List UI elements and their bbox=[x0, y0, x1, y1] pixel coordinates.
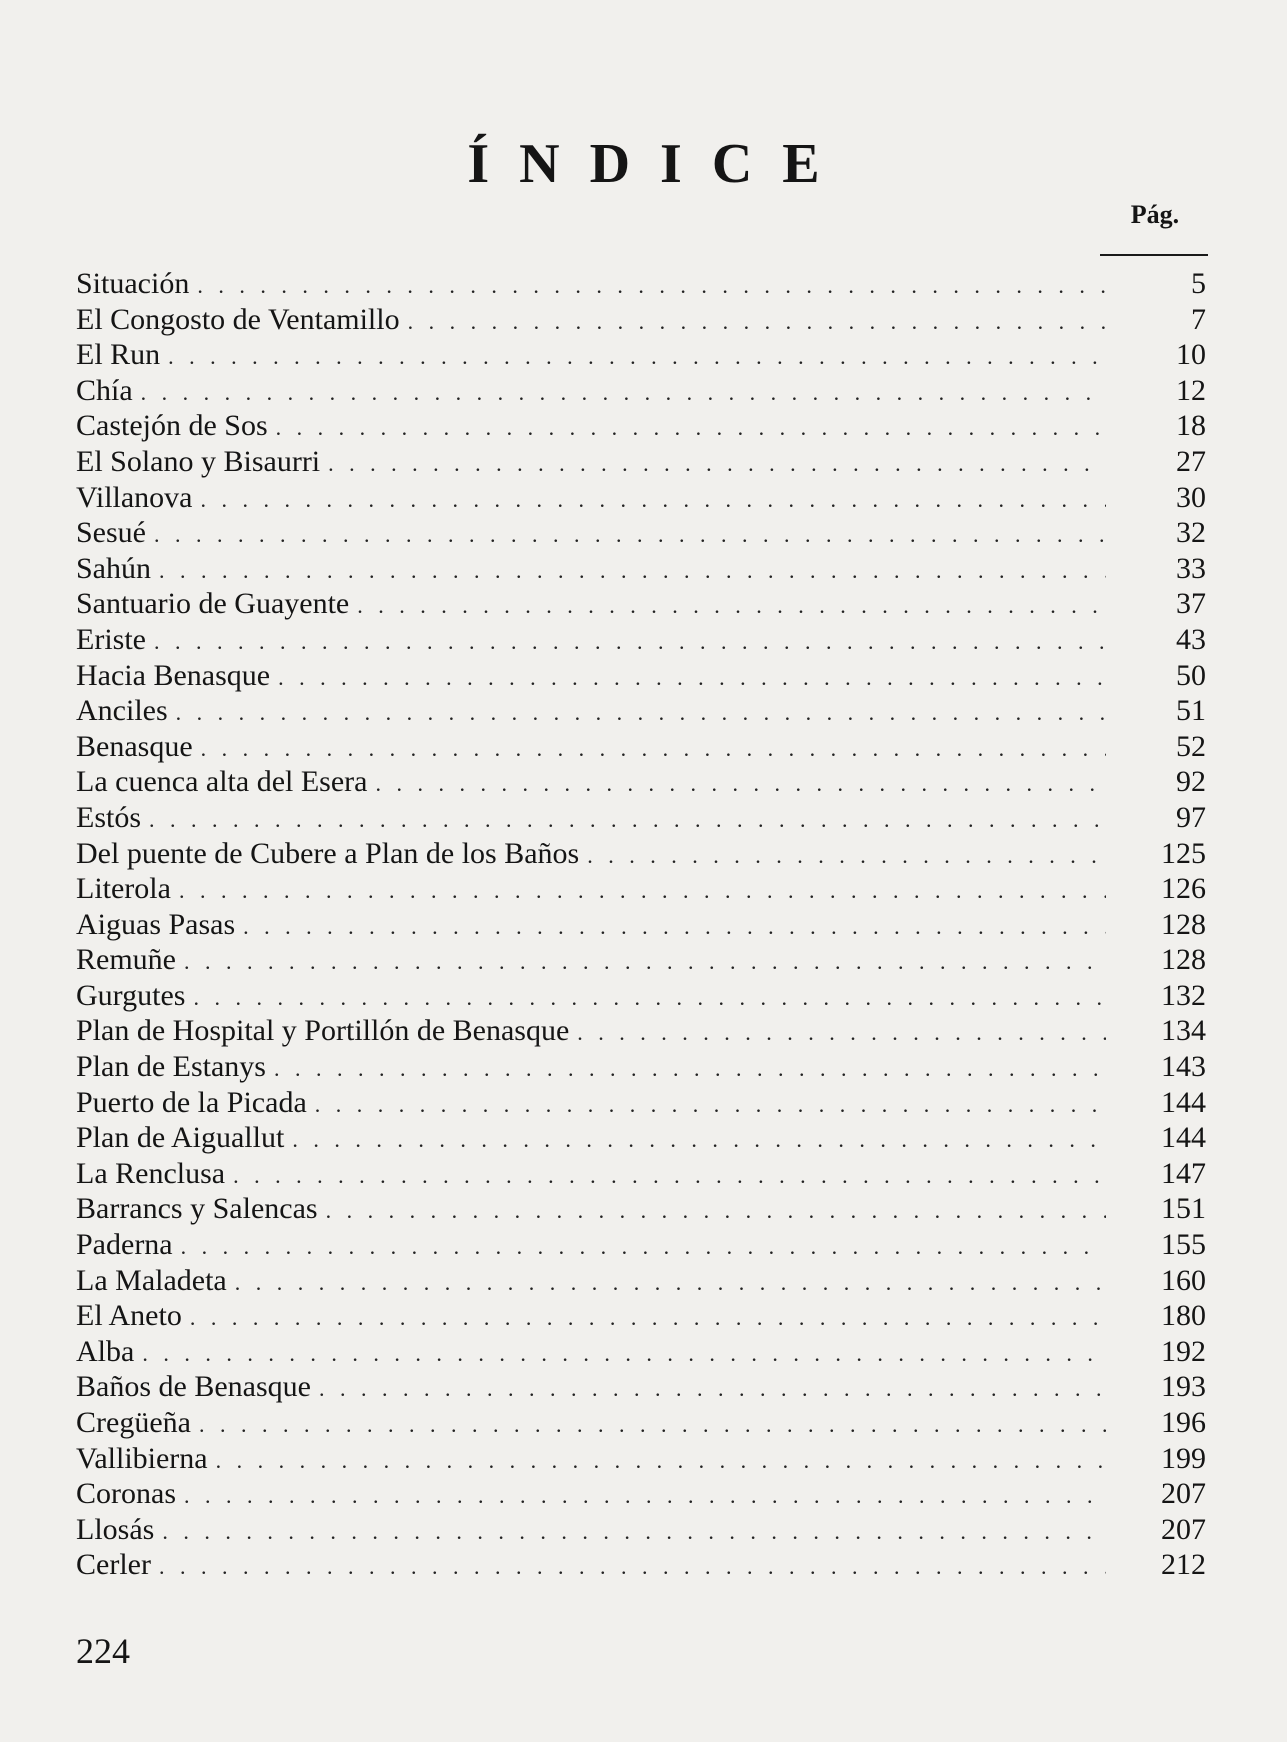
toc-entry bbox=[76, 408, 1206, 444]
toc-entry bbox=[76, 907, 1206, 943]
toc-entry-page: 196 bbox=[1161, 1406, 1206, 1439]
toc-entry bbox=[76, 302, 1206, 338]
toc-entry-page: 37 bbox=[1176, 587, 1206, 621]
toc-entry bbox=[76, 1120, 1206, 1156]
dot-leader bbox=[587, 838, 1106, 874]
dot-leader bbox=[243, 909, 1106, 945]
dot-leader bbox=[190, 1300, 1106, 1336]
toc-entry-label: Sahún bbox=[76, 551, 151, 585]
toc-entry-label: El Congosto de Ventamillo bbox=[76, 302, 400, 336]
toc-entry bbox=[76, 444, 1206, 480]
toc-entry bbox=[76, 658, 1206, 694]
toc-entry-label: Gurgutes bbox=[76, 978, 186, 1012]
toc-entry-label: Literola bbox=[76, 872, 171, 906]
dot-leader bbox=[154, 517, 1106, 553]
dot-leader bbox=[235, 1265, 1106, 1301]
dot-leader bbox=[216, 1443, 1106, 1479]
dot-leader bbox=[577, 1015, 1106, 1051]
toc-entry bbox=[76, 1441, 1206, 1477]
page-column-rule bbox=[1100, 254, 1208, 256]
dot-leader bbox=[193, 980, 1106, 1016]
toc-entry-page: 134 bbox=[1161, 1014, 1206, 1048]
toc-entry bbox=[76, 1369, 1206, 1405]
toc-entry-page: 52 bbox=[1176, 729, 1206, 763]
toc-entry-page: 180 bbox=[1161, 1299, 1206, 1333]
dot-leader bbox=[181, 1229, 1106, 1265]
toc-entry-page: 92 bbox=[1176, 765, 1206, 799]
toc-entry-page: 5 bbox=[1191, 267, 1206, 300]
toc-entry-label: Sesué bbox=[76, 516, 146, 550]
toc-entry bbox=[76, 1298, 1206, 1334]
toc-entry-page: 43 bbox=[1176, 622, 1206, 656]
dot-leader bbox=[162, 1514, 1106, 1550]
toc-entry-page: 128 bbox=[1161, 907, 1206, 941]
toc-entry bbox=[76, 693, 1206, 729]
page-column-header: Pág. bbox=[1130, 200, 1180, 229]
toc-entry bbox=[76, 373, 1206, 409]
toc-entry-page: 128 bbox=[1161, 943, 1206, 977]
dot-leader bbox=[159, 553, 1106, 589]
toc-entry bbox=[76, 586, 1206, 622]
toc-entry-label: Santuario de Guayente bbox=[76, 587, 350, 621]
toc-entry-label: Plan de Aiguallut bbox=[76, 1121, 285, 1155]
dot-leader bbox=[199, 1407, 1106, 1443]
toc-entry bbox=[76, 729, 1206, 765]
toc-entry-page: 30 bbox=[1176, 480, 1206, 514]
dot-leader bbox=[233, 1158, 1106, 1194]
table-of-contents bbox=[76, 266, 1206, 1583]
toc-entry-label: Llosás bbox=[76, 1512, 155, 1546]
toc-entry-label: Baños de Benasque bbox=[76, 1370, 311, 1404]
toc-entry-label: Plan de Estanys bbox=[76, 1050, 266, 1084]
dot-leader bbox=[326, 1193, 1106, 1229]
toc-entry-page: 126 bbox=[1161, 872, 1206, 906]
toc-entry-label: Cerler bbox=[76, 1548, 151, 1582]
toc-entry bbox=[76, 978, 1206, 1014]
toc-entry bbox=[76, 1512, 1206, 1548]
toc-entry-page: 199 bbox=[1161, 1441, 1206, 1475]
toc-entry-page: 192 bbox=[1161, 1334, 1206, 1368]
toc-entry-label: Vallibierna bbox=[76, 1441, 208, 1475]
dot-leader bbox=[278, 660, 1106, 696]
toc-entry bbox=[76, 266, 1206, 302]
dot-leader bbox=[168, 339, 1106, 375]
toc-entry-page: 125 bbox=[1161, 836, 1206, 870]
toc-entry-label: Coronas bbox=[76, 1477, 176, 1511]
toc-entry-label: Plan de Hospital y Portillón de Benasque bbox=[76, 1014, 570, 1048]
toc-entry-page: 147 bbox=[1161, 1156, 1206, 1190]
toc-entry-page: 212 bbox=[1161, 1548, 1206, 1582]
toc-entry-label: Castejón de Sos bbox=[76, 409, 268, 443]
toc-entry-page: 33 bbox=[1176, 551, 1206, 585]
toc-entry-label: Barrancs y Salencas bbox=[76, 1192, 318, 1226]
toc-entry-label: Aiguas Pasas bbox=[76, 907, 236, 941]
dot-leader bbox=[149, 802, 1106, 838]
dot-leader bbox=[274, 1051, 1106, 1087]
toc-entry-label: Estós bbox=[76, 800, 142, 834]
toc-entry bbox=[76, 942, 1206, 978]
toc-entry-page: 132 bbox=[1161, 978, 1206, 1012]
dot-leader bbox=[201, 731, 1106, 767]
page-title: ÍNDICE bbox=[467, 132, 850, 195]
toc-entry bbox=[76, 480, 1206, 516]
toc-entry-label: Del puente de Cubere a Plan de los Baños bbox=[76, 836, 580, 870]
toc-entry-label: La Maladeta bbox=[76, 1263, 227, 1297]
toc-entry bbox=[76, 515, 1206, 551]
toc-entry-page: 207 bbox=[1161, 1512, 1206, 1546]
toc-entry-page: 144 bbox=[1161, 1121, 1206, 1155]
dot-leader bbox=[179, 873, 1106, 909]
toc-entry bbox=[76, 1156, 1206, 1192]
toc-entry bbox=[76, 1547, 1206, 1583]
toc-entry-label: Chía bbox=[76, 373, 133, 407]
toc-entry-label: Puerto de la Picada bbox=[76, 1085, 307, 1119]
toc-entry-page: 151 bbox=[1161, 1192, 1206, 1226]
toc-entry-page: 143 bbox=[1161, 1050, 1206, 1084]
toc-entry-page: 144 bbox=[1161, 1085, 1206, 1119]
dot-leader bbox=[328, 446, 1106, 482]
toc-entry-page: 10 bbox=[1176, 338, 1206, 372]
toc-entry-page: 160 bbox=[1161, 1263, 1206, 1297]
dot-leader bbox=[141, 375, 1106, 411]
toc-entry-label: Situación bbox=[76, 267, 190, 300]
dot-leader bbox=[292, 1122, 1106, 1158]
toc-entry bbox=[76, 1334, 1206, 1370]
dot-leader bbox=[315, 1087, 1106, 1123]
page-number: 224 bbox=[76, 1631, 130, 1671]
toc-entry bbox=[76, 1013, 1206, 1049]
toc-entry bbox=[76, 764, 1206, 800]
toc-entry bbox=[76, 1049, 1206, 1085]
dot-leader bbox=[142, 1336, 1106, 1372]
toc-entry-label: Alba bbox=[76, 1334, 135, 1368]
dot-leader bbox=[357, 588, 1106, 624]
dot-leader bbox=[276, 410, 1106, 446]
toc-entry-page: 18 bbox=[1176, 409, 1206, 443]
toc-entry-label: Hacia Benasque bbox=[76, 658, 271, 692]
dot-leader bbox=[197, 268, 1106, 304]
toc-entry-page: 155 bbox=[1161, 1228, 1206, 1262]
toc-entry bbox=[76, 836, 1206, 872]
toc-entry bbox=[76, 551, 1206, 587]
dot-leader bbox=[319, 1371, 1106, 1407]
toc-entry-page: 32 bbox=[1176, 516, 1206, 550]
toc-entry-page: 27 bbox=[1176, 444, 1206, 478]
toc-entry bbox=[76, 1085, 1206, 1121]
toc-entry-label: La cuenca alta del Esera bbox=[76, 765, 368, 799]
toc-entry-label: Benasque bbox=[76, 729, 193, 763]
toc-entry bbox=[76, 337, 1206, 373]
toc-entry-label: El Solano y Bisaurri bbox=[76, 444, 321, 478]
toc-entry-label: Remuñe bbox=[76, 943, 176, 977]
toc-entry-page: 193 bbox=[1161, 1370, 1206, 1404]
toc-entry bbox=[76, 1476, 1206, 1512]
dot-leader bbox=[408, 304, 1106, 340]
toc-entry bbox=[76, 1227, 1206, 1263]
dot-leader bbox=[159, 1549, 1106, 1585]
dot-leader bbox=[176, 695, 1106, 731]
toc-entry bbox=[76, 800, 1206, 836]
toc-entry-page: 12 bbox=[1176, 373, 1206, 407]
toc-entry-page: 50 bbox=[1176, 658, 1206, 692]
toc-entry-page: 97 bbox=[1176, 800, 1206, 834]
toc-entry bbox=[76, 1263, 1206, 1299]
dot-leader bbox=[184, 944, 1106, 980]
dot-leader bbox=[154, 624, 1106, 660]
toc-entry-label: La Renclusa bbox=[76, 1156, 226, 1190]
toc-entry bbox=[76, 1405, 1206, 1441]
toc-entry-label: El Aneto bbox=[76, 1299, 182, 1333]
toc-entry-page: 7 bbox=[1191, 302, 1206, 336]
dot-leader bbox=[201, 482, 1107, 518]
toc-entry-label: Paderna bbox=[76, 1228, 173, 1262]
toc-entry-label: Eriste bbox=[76, 622, 146, 656]
dot-leader bbox=[184, 1478, 1106, 1514]
toc-entry bbox=[76, 871, 1206, 907]
toc-entry-label: Villanova bbox=[76, 480, 193, 514]
dot-leader bbox=[375, 766, 1106, 802]
toc-entry-page: 207 bbox=[1161, 1477, 1206, 1511]
toc-entry bbox=[76, 622, 1206, 658]
toc-entry-page: 51 bbox=[1176, 694, 1206, 728]
toc-entry-label: El Run bbox=[76, 338, 161, 372]
toc-entry bbox=[76, 1191, 1206, 1227]
toc-entry-label: Anciles bbox=[76, 694, 168, 728]
toc-entry-label: Cregüeña bbox=[76, 1406, 191, 1439]
